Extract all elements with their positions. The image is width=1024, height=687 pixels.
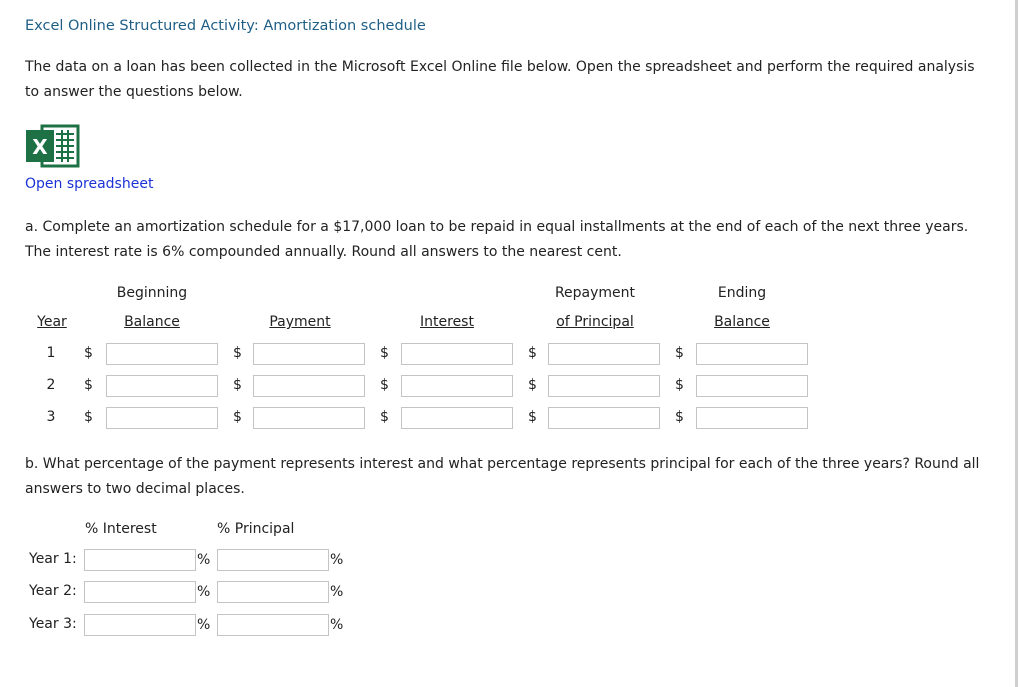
dollar-sign: $ xyxy=(675,409,684,425)
percent-sign: % xyxy=(197,552,211,568)
intro-text: The data on a loan has been collected in the Microsoft Excel Online file below. Open the spreadsheet and perform the required analysis to answer the questions below. xyxy=(25,59,975,100)
beginning-balance-input-year-1[interactable] xyxy=(106,343,218,365)
percent-principal-input-year-1[interactable] xyxy=(217,549,329,571)
header-percent-interest: % Interest xyxy=(85,521,157,537)
repayment-principal-input-year-3[interactable] xyxy=(548,407,660,429)
repayment-principal-input-year-2[interactable] xyxy=(548,375,660,397)
dollar-sign: $ xyxy=(84,345,93,361)
ending-balance-input-year-3[interactable] xyxy=(696,407,808,429)
dollar-sign: $ xyxy=(84,409,93,425)
header-year: Year xyxy=(37,314,67,330)
dollar-sign: $ xyxy=(233,377,242,393)
percent-sign: % xyxy=(197,617,211,633)
interest-input-year-2[interactable] xyxy=(401,375,513,397)
beginning-balance-input-year-2[interactable] xyxy=(106,375,218,397)
ending-balance-input-year-2[interactable] xyxy=(696,375,808,397)
percent-row-label: Year 1: xyxy=(29,551,77,567)
excel-icon-letter: X xyxy=(32,135,48,159)
interest-input-year-3[interactable] xyxy=(401,407,513,429)
header-interest: Interest xyxy=(420,314,474,330)
header-repayment-principal: of Principal xyxy=(556,314,634,330)
percent-interest-input-year-1[interactable] xyxy=(84,549,196,571)
header-payment: Payment xyxy=(269,314,331,330)
percent-row-label: Year 2: xyxy=(29,583,77,599)
excel-icon[interactable] xyxy=(26,124,80,168)
payment-input-year-2[interactable] xyxy=(253,375,365,397)
ending-balance-input-year-1[interactable] xyxy=(696,343,808,365)
dollar-sign: $ xyxy=(528,409,537,425)
question-b: b. What percentage of the payment represents interest and what percentage represents principal for each of the three years? Round all answers to two decimal places. xyxy=(25,456,980,497)
percent-sign: % xyxy=(330,584,344,600)
dollar-sign: $ xyxy=(84,377,93,393)
repayment-principal-input-year-1[interactable] xyxy=(548,343,660,365)
payment-input-year-3[interactable] xyxy=(253,407,365,429)
year-label: 3 xyxy=(46,409,56,425)
question-a: a. Complete an amortization schedule for a $17,000 loan to be repaid in equal installments at the end of each of the next three years. The interest rate is 6% compounded annually. Round all answers to the nearest cent. xyxy=(25,219,969,260)
activity-title: Excel Online Structured Activity: Amortization schedule xyxy=(25,18,426,34)
open-spreadsheet-link[interactable]: Open spreadsheet xyxy=(25,176,154,192)
percent-principal-input-year-3[interactable] xyxy=(217,614,329,636)
percent-sign: % xyxy=(197,584,211,600)
page-scrollbar[interactable] xyxy=(1015,0,1018,687)
year-label: 2 xyxy=(46,377,56,393)
payment-input-year-1[interactable] xyxy=(253,343,365,365)
percent-row-label: Year 3: xyxy=(29,616,77,632)
header-beginning-top: Beginning xyxy=(116,285,188,301)
percent-sign: % xyxy=(330,617,344,633)
percent-sign: % xyxy=(330,552,344,568)
dollar-sign: $ xyxy=(528,377,537,393)
dollar-sign: $ xyxy=(233,345,242,361)
dollar-sign: $ xyxy=(675,377,684,393)
header-ending-balance: Balance xyxy=(714,314,770,330)
dollar-sign: $ xyxy=(380,345,389,361)
dollar-sign: $ xyxy=(380,409,389,425)
dollar-sign: $ xyxy=(675,345,684,361)
year-label: 1 xyxy=(46,345,56,361)
header-percent-principal: % Principal xyxy=(217,521,295,537)
percent-interest-input-year-3[interactable] xyxy=(84,614,196,636)
percent-principal-input-year-2[interactable] xyxy=(217,581,329,603)
header-repayment-top: Repayment xyxy=(554,285,636,301)
dollar-sign: $ xyxy=(528,345,537,361)
interest-input-year-1[interactable] xyxy=(401,343,513,365)
percent-interest-input-year-2[interactable] xyxy=(84,581,196,603)
header-ending-top: Ending xyxy=(717,285,767,301)
header-beginning-balance: Balance xyxy=(124,314,180,330)
beginning-balance-input-year-3[interactable] xyxy=(106,407,218,429)
dollar-sign: $ xyxy=(233,409,242,425)
dollar-sign: $ xyxy=(380,377,389,393)
